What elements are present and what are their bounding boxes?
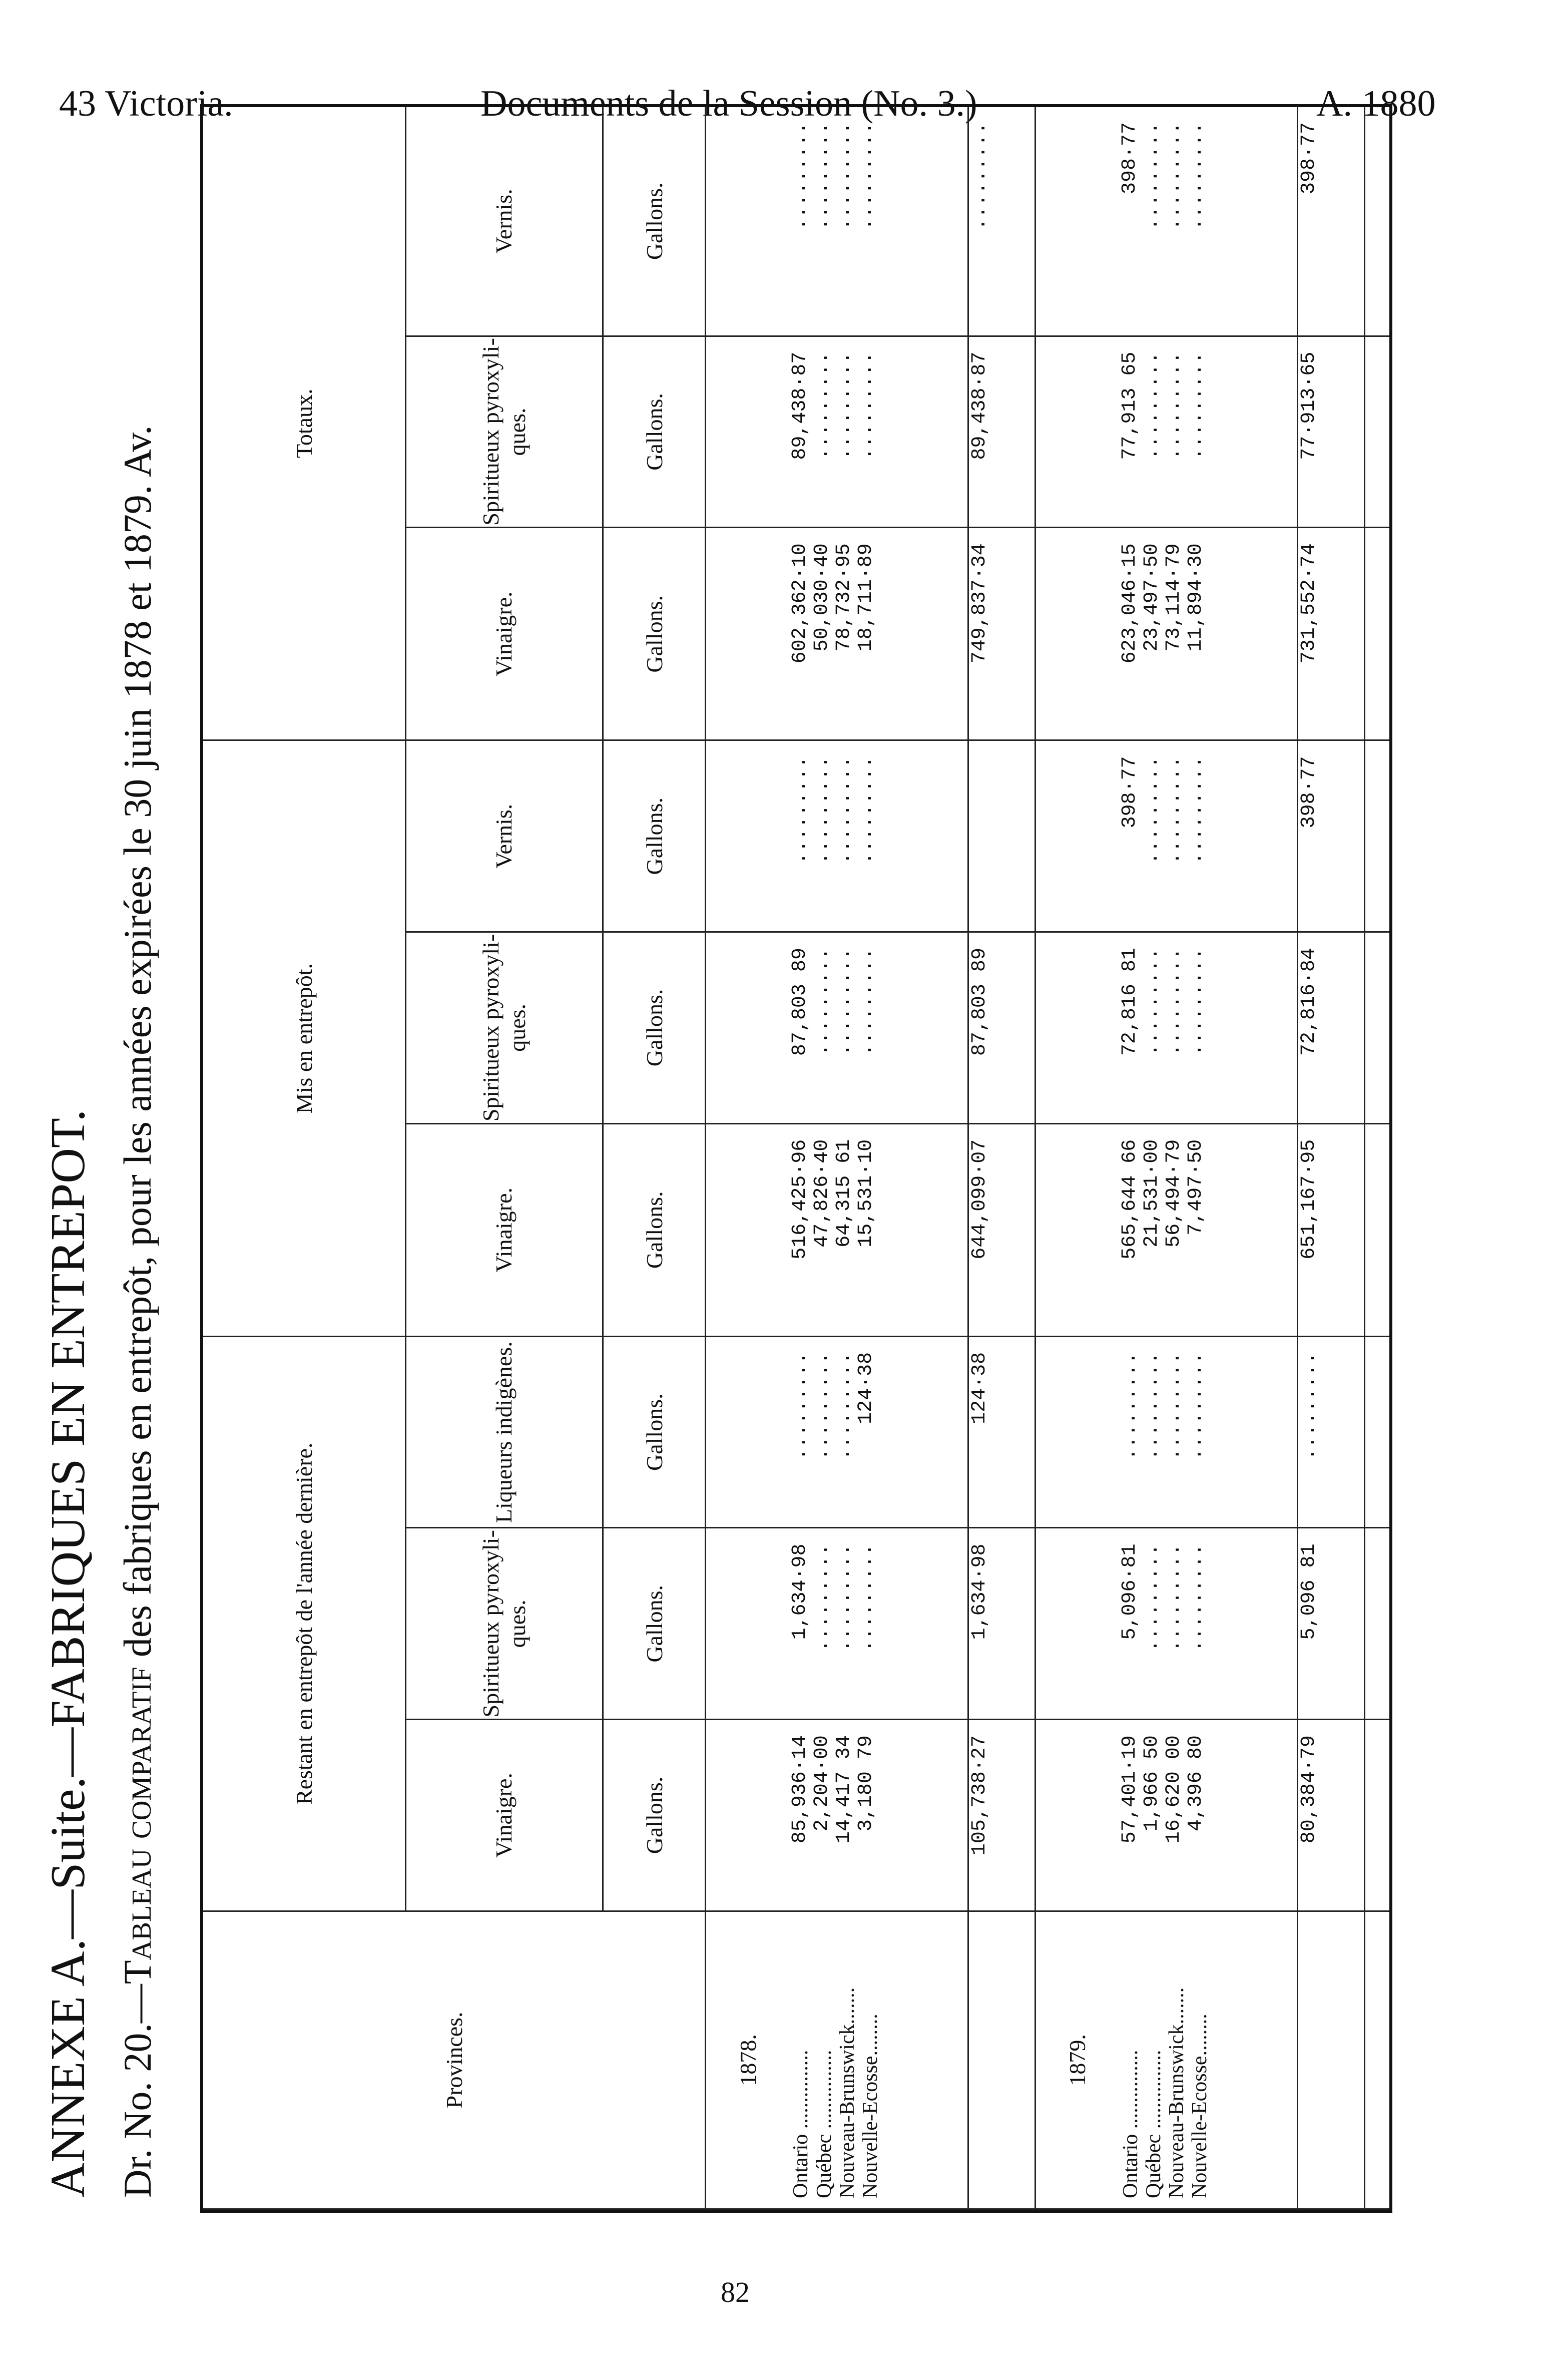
total-r-vinaigre-1879: 80,384·79: [1298, 1720, 1365, 1911]
page-number: 82: [721, 2276, 750, 2308]
total-m-vinaigre-1879: 651,167·95: [1298, 1123, 1365, 1336]
total-r-vinaigre-1878: 105,738·27: [968, 1720, 1035, 1911]
year-1879-label: 1879.: [1035, 1911, 1119, 2209]
r-liqueurs-1879: ......... ......... ......... .........: [1119, 1336, 1298, 1528]
year-1878-label: 1878.: [706, 1911, 790, 2209]
total-m-vinaigre-1878: 644,099·07: [968, 1123, 1035, 1336]
m-vernis-1879: 398·77 ......... ......... .........: [1119, 740, 1298, 932]
provinces-list-1879: Ontario ............... Québec ............... Nouveau-Brunswick....... Nouvelle-Ecosse........: [1119, 1911, 1298, 2209]
total-t-vinaigre-1878: 749,837·34: [968, 528, 1035, 740]
col-r-liqueurs: Liqueurs indigènes.: [405, 1336, 603, 1528]
r-spiritueux-1879: 5,096·81 ......... ......... .........: [1119, 1528, 1298, 1720]
t-spiritueux-1879: 77,913 65 ......... ......... .........: [1119, 336, 1298, 528]
provinces-list-1878: Ontario ............... Québec ............... Nouveau-Brunswick....... Nouvelle-Ecosse........: [789, 1911, 968, 2209]
col-r-vinaigre: Vinaigre.: [405, 1720, 603, 1911]
group-mis-header: Mis en entrepôt.: [203, 740, 405, 1336]
col-r-spiritueux: Spiritueux pyroxyli- ques.: [405, 1528, 603, 1720]
t-vinaigre-1878: 602,362·10 50,030·40 78,732·95 18,711·89: [789, 528, 968, 740]
header-year-label: A. 1880: [1316, 83, 1436, 124]
total-m-vernis-1878: [968, 740, 1035, 932]
col-t-vinaigre: Vinaigre.: [405, 528, 603, 740]
total-t-vernis-1879: 398·77: [1298, 107, 1365, 336]
rotated-table-block: [30, 25, 1406, 2228]
provinces-header: Provinces.: [203, 1911, 706, 2209]
annex-title: ANNEXE A.—Suite.—FABRIQUES EN ENTREPOT.: [41, 1109, 95, 2198]
r-vinaigre-1879: 57,401·19 1,966 50 16,620 00 4,396 80: [1119, 1720, 1298, 1911]
unit-label: Gallons.: [603, 528, 706, 740]
m-vinaigre-1879: 565,644 66 21,531·00 56,494·79 7,497·50: [1119, 1123, 1298, 1336]
m-vinaigre-1878: 516,425·96 47,826·40 64,315 61 15,531·10: [789, 1123, 968, 1336]
total-m-spiritueux-1879: 72,816·84: [1298, 932, 1365, 1124]
unit-label: Gallons.: [603, 336, 706, 528]
total-t-vinaigre-1879: 731,552·74: [1298, 528, 1365, 740]
unit-label: Gallons.: [603, 1528, 706, 1720]
table-grid: [203, 107, 1389, 2210]
unit-label: Gallons.: [603, 1720, 706, 1911]
m-spiritueux-1879: 72,816 81 ......... ......... .........: [1119, 932, 1298, 1124]
unit-label: Gallons.: [603, 1336, 706, 1528]
total-r-liqueurs-1879: .........: [1298, 1336, 1365, 1528]
m-vernis-1878: ......... ......... ......... .........: [789, 740, 968, 932]
t-spiritueux-1878: 89,438·87 ......... ......... .........: [789, 336, 968, 528]
unit-label: Gallons.: [603, 107, 706, 336]
unit-label: Gallons.: [603, 932, 706, 1124]
header-session-label: 43 Victoria.: [59, 83, 233, 124]
group-restant-header: Restant en entrepôt de l'année dernière.: [203, 1336, 405, 1911]
t-vinaigre-1879: 623,046·15 23,497·50 73,114·79 11,894·30: [1119, 528, 1298, 740]
total-t-spiritueux-1879: 77·913·65: [1298, 336, 1365, 528]
total-m-spiritueux-1878: 87,803 89: [968, 932, 1035, 1124]
total-t-vernis-1878: .........: [968, 107, 1035, 336]
table-caption: [115, 425, 160, 2198]
total-t-spiritueux-1878: 89,438·87: [968, 336, 1035, 528]
header-document-title: Documents de la Session (No. 3.): [480, 83, 977, 124]
col-t-spiritueux: Spiritueux pyroxyli- ques.: [405, 336, 603, 528]
comparative-table: [200, 104, 1392, 2213]
unit-label: Gallons.: [603, 740, 706, 932]
col-m-vinaigre: Vinaigre.: [405, 1123, 603, 1336]
t-vernis-1878: ......... ......... ......... .........: [789, 107, 968, 336]
caption-prefix: Dr. No. 20.—: [116, 1984, 159, 2198]
r-spiritueux-1878: 1,634·98 ......... ......... .........: [789, 1528, 968, 1720]
caption-small-caps: Tableau comparatif: [116, 1667, 159, 1985]
unit-label: Gallons.: [603, 1123, 706, 1336]
col-m-spiritueux: Spiritueux pyroxyli- ques.: [405, 932, 603, 1124]
r-vinaigre-1878: 85,936·14 2,204·00 14,417 34 3,180 79: [789, 1720, 968, 1911]
group-totaux-header: Totaux.: [203, 107, 405, 740]
total-r-spiritueux-1878: 1,634·98: [968, 1528, 1035, 1720]
total-m-vernis-1879: 398·77: [1298, 740, 1365, 932]
caption-rest: des fabriques en entrepôt, pour les années expirées le 30 juin 1878 et 1879. Av.: [116, 425, 159, 1667]
total-r-spiritueux-1879: 5,096 81: [1298, 1528, 1365, 1720]
r-liqueurs-1878: ......... ......... ......... 124·38: [789, 1336, 968, 1528]
m-spiritueux-1878: 87,803 89 ......... ......... .........: [789, 932, 968, 1124]
col-m-vernis: Vernis.: [405, 740, 603, 932]
t-vernis-1879: 398·77 ......... ......... .........: [1119, 107, 1298, 336]
col-t-vernis: Vernis.: [405, 107, 603, 336]
total-r-liqueurs-1878: 124·38: [968, 1336, 1035, 1528]
